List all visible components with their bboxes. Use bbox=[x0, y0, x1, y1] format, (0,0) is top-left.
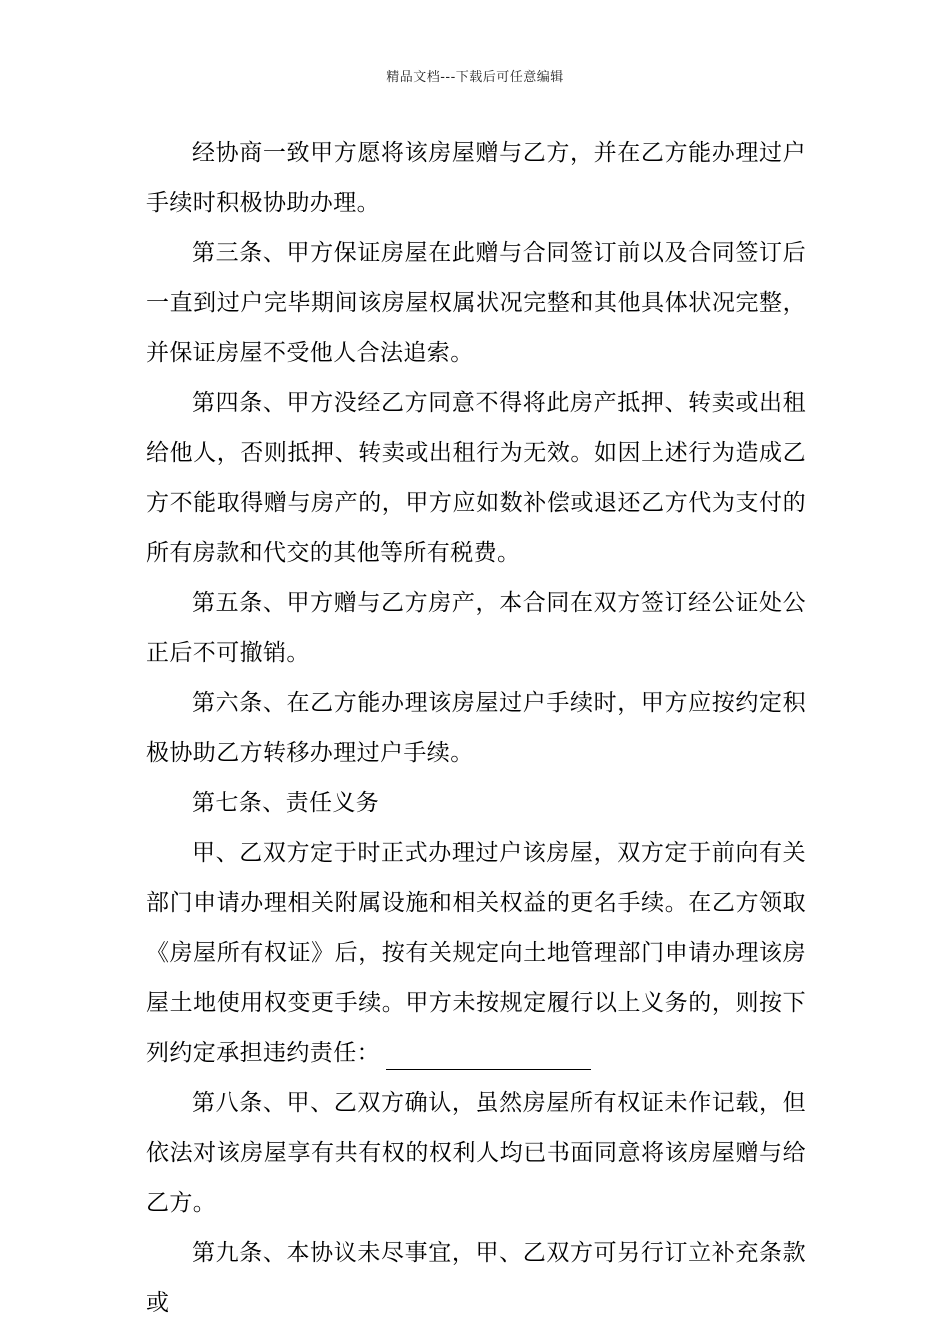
page-header: 精品文档---下载后可任意编辑 bbox=[386, 70, 564, 85]
paragraph-article-3: 第三条、甲方保证房屋在此赠与合同签订前以及合同签订后一直到过户完毕期间该房屋权属状况完整和其他具体状况完整，并保证房屋不受他人合法追索。 bbox=[146, 240, 806, 366]
document-body bbox=[146, 128, 806, 1328]
paragraph-article-7-body bbox=[146, 828, 806, 1078]
article-7-body-text: 甲、乙双方定于时正式办理过户该房屋，双方定于前向有关部门申请办理相关附属设施和相关权益的更名手续。在乙方领取《房屋所有权证》后，按有关规定向土地管理部门申请办理该房屋土地使用权变更手续。甲方未按规定履行以上义务的，则按下列约定承担违约责任： bbox=[146, 840, 806, 1066]
paragraph-article-4: 第四条、甲方没经乙方同意不得将此房产抵押、转卖或出租给他人，否则抵押、转卖或出租行为无效。如因上述行为造成乙方不能取得赠与房产的，甲方应如数补偿或退还乙方代为支付的所有房款和代交的其他等所有税费。 bbox=[146, 390, 806, 566]
paragraph-article-7-title: 第七条、责任义务 bbox=[192, 790, 380, 816]
paragraph-1: 经协商一致甲方愿将该房屋赠与乙方，并在乙方能办理过户手续时积极协助办理。 bbox=[146, 140, 806, 216]
paragraph-article-6: 第六条、在乙方能办理该房屋过户手续时，甲方应按约定积极协助乙方转移办理过户手续。 bbox=[146, 690, 806, 766]
paragraph-article-9: 第九条、本协议未尽事宜，甲、乙双方可另行订立补充条款或 bbox=[146, 1240, 806, 1316]
paragraph-article-5: 第五条、甲方赠与乙方房产，本合同在双方签订经公证处公正后不可撤销。 bbox=[146, 590, 806, 666]
fill-in-blank[interactable] bbox=[386, 1039, 591, 1070]
paragraph-article-8: 第八条、甲、乙双方确认，虽然房屋所有权证未作记载，但依法对该房屋享有共有权的权利人均已书面同意将该房屋赠与给乙方。 bbox=[146, 1090, 806, 1216]
